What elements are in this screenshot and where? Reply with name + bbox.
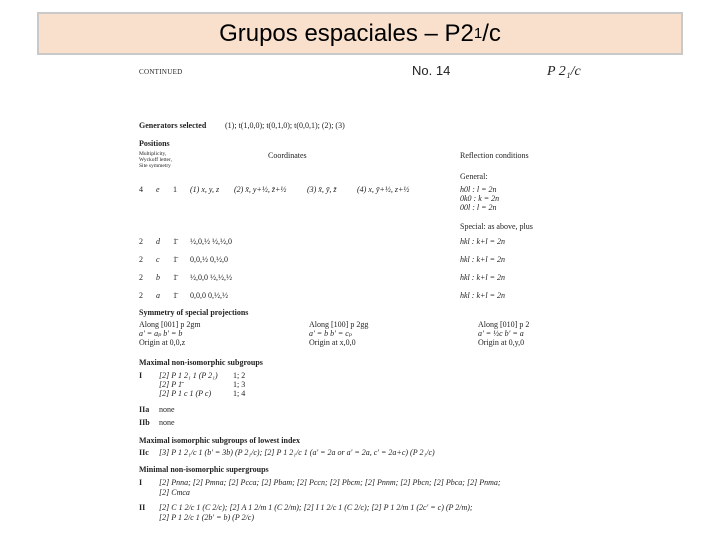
- group-symbol: P 2₁/c: [547, 64, 581, 79]
- symmetry-projections-label: Symmetry of special projections: [139, 308, 249, 317]
- subgroups-type-IIa: IIa: [139, 405, 150, 414]
- special-coords-b: ½,0,0 ½,½,½: [190, 273, 232, 282]
- positions-sub-2: Wyckoff letter,: [139, 157, 172, 163]
- positions-sub-3: Site symmetry: [139, 163, 171, 169]
- reflection-conditions-label: Reflection conditions: [460, 151, 529, 160]
- positions-sub-1: Multiplicity,: [139, 151, 167, 157]
- isomorphic-subgroups-text: [3] P 1 2₁/c 1 (b' = 3b) (P 2₁/c); [2] P 1 2₁/c 1 (a' = 2a or a' = 2a, c' = 2a+c) (P 2₁/c): [159, 448, 435, 457]
- special-letter-b: b: [156, 273, 160, 282]
- generators-label: Generators selected: [139, 121, 207, 130]
- general-condition-3: 00l : l = 2n: [460, 203, 497, 212]
- special-site-a: 1̄: [173, 291, 177, 300]
- special-letter-d: d: [156, 237, 160, 246]
- special-mult-a: 2: [139, 291, 143, 300]
- projection-010-origin: Origin at 0,y,0: [478, 338, 525, 347]
- special-site-c: 1̄: [173, 255, 177, 264]
- general-coord-2: (2) x̄, y+½, z̄+½: [234, 185, 287, 194]
- supergroups-I-line-2: [2] Cmca: [159, 488, 190, 497]
- subgroups-type-IIb: IIb: [139, 418, 150, 427]
- general-label: General:: [460, 172, 488, 181]
- subgroup-3-index: 1; 4: [233, 389, 246, 398]
- special-cond-c: hkl : k+l = 2n: [460, 255, 506, 264]
- general-letter: e: [156, 185, 160, 194]
- subgroups-type-IIc: IIc: [139, 448, 149, 457]
- supergroups-type-II: II: [139, 503, 146, 512]
- projection-001-origin: Origin at 0,0,z: [139, 338, 186, 347]
- subgroup-1-index: 1; 2: [233, 371, 246, 380]
- slide-title-tail: /c: [482, 19, 501, 47]
- projection-010-along: Along [010] p 2: [478, 320, 530, 329]
- subgroups-type-I: I: [139, 371, 143, 380]
- special-coords-a: 0,0,0 0,½,½: [190, 291, 228, 300]
- special-site-d: 1̄: [173, 237, 177, 246]
- special-coords-c: 0,0,½ 0,½,0: [190, 255, 228, 264]
- subgroups-IIa-value: none: [159, 405, 175, 414]
- general-condition-2: 0k0 : k = 2n: [460, 194, 500, 203]
- special-mult-c: 2: [139, 255, 143, 264]
- supergroups-I-line-1: [2] Pnna; [2] Pmna; [2] Pcca; [2] Pbam; [2] Pccn; [2] Pbcm; [2] Pnnm; [2] Pbcn; [2] Pbca; [2] Pnma;: [159, 478, 501, 487]
- supergroups-II-line-1: [2] C 1 2/c 1 (C 2/c); [2] A 1 2/m 1 (C 2/m); [2] I 1 2/c 1 (C 2/c); [2] P 1 2/m 1 (2c' = c) (P 2/m);: [159, 503, 473, 512]
- projection-100-axes: a' = b b' = cₚ: [309, 329, 352, 338]
- general-coord-3: (3) x̄, ȳ, z̄: [307, 185, 337, 194]
- special-coords-d: ½,0,½ ½,½,0: [190, 237, 232, 246]
- supergroups-label: Minimal non-isomorphic supergroups: [139, 465, 269, 474]
- general-mult: 4: [139, 185, 143, 194]
- supergroups-type-I: I: [139, 478, 143, 487]
- slide-title-subscript: 1: [473, 25, 483, 42]
- special-label: Special: as above, plus: [460, 222, 533, 231]
- projection-100-along: Along [100] p 2gg: [309, 320, 369, 329]
- special-mult-b: 2: [139, 273, 143, 282]
- group-number: No. 14: [412, 63, 451, 78]
- subgroup-3: [2] P 1 c 1 (P c): [159, 389, 212, 398]
- isomorphic-subgroups-label: Maximal isomorphic subgroups of lowest index: [139, 436, 300, 445]
- maximal-subgroups-label: Maximal non-isomorphic subgroups: [139, 358, 263, 367]
- special-mult-d: 2: [139, 237, 143, 246]
- supergroups-II-line-2: [2] P 1 2/c 1 (2b' = b) (P 2/c): [159, 513, 255, 522]
- slide-title: [37, 12, 683, 55]
- special-cond-b: hkl : k+l = 2n: [460, 273, 506, 282]
- special-cond-d: hkl : k+l = 2n: [460, 237, 506, 246]
- special-letter-c: c: [156, 255, 160, 264]
- subgroup-1: [2] P 1 2₁ 1 (P 2₁): [159, 371, 218, 380]
- spacegroup-table-page: [135, 62, 590, 522]
- general-coord-4: (4) x, ȳ+½, z+½: [357, 185, 410, 194]
- projection-001-along: Along [001] p 2gm: [139, 320, 201, 329]
- subgroups-IIb-value: none: [159, 418, 175, 427]
- projection-100-origin: Origin at x,0,0: [309, 338, 356, 347]
- coordinates-label: Coordinates: [268, 151, 307, 160]
- subgroup-2-index: 1; 3: [233, 380, 246, 389]
- general-condition-1: h0l : l = 2n: [460, 185, 497, 194]
- slide-title-main: Grupos espaciales – P2: [219, 19, 474, 47]
- general-site: 1: [173, 185, 177, 194]
- special-letter-a: a: [156, 291, 160, 300]
- special-site-b: 1̄: [173, 273, 177, 282]
- positions-label: Positions: [139, 139, 170, 148]
- subgroup-2: [2] P 1̄: [159, 380, 182, 389]
- special-cond-a: hkl : k+l = 2n: [460, 291, 506, 300]
- generators-text: (1); t(1,0,0); t(0,1,0); t(0,0,1); (2); (3): [225, 121, 345, 130]
- continued-label: CONTINUED: [139, 68, 183, 76]
- projection-001-axes: a' = aₚ b' = b: [139, 329, 183, 338]
- projection-010-axes: a' = ½c b' = a: [478, 329, 524, 338]
- general-coord-1: (1) x, y, z: [190, 185, 220, 194]
